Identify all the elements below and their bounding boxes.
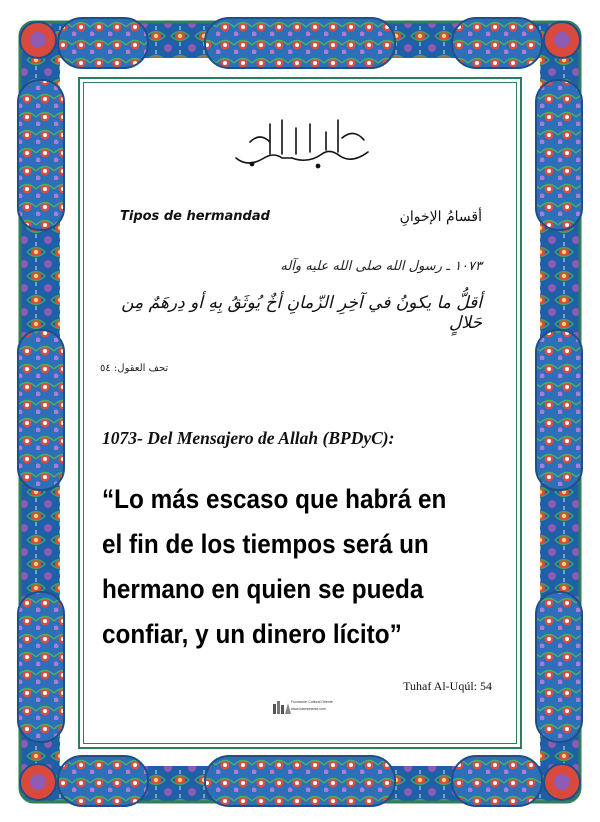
quote-spanish bbox=[102, 477, 462, 657]
title-spanish: Tipos de hermandad bbox=[120, 209, 270, 224]
source-spanish: Tuhaf Al-Uqúl: 54 bbox=[403, 679, 492, 693]
publisher-url: www.islamoriente.com bbox=[291, 707, 326, 711]
quote-line: el fin de los tiempos será un bbox=[102, 529, 429, 559]
text-panel bbox=[78, 77, 522, 749]
quote-line: hermano en quien se pueda bbox=[102, 574, 424, 604]
basmala-calligraphy bbox=[230, 114, 374, 172]
source-arabic: تحف العقول: ٥٤ bbox=[100, 363, 169, 374]
title-arabic: أقسامُ الإخوانِ bbox=[399, 209, 482, 225]
publisher-name: Fundación Cultural Oriente bbox=[291, 700, 333, 704]
narrator-arabic: ١٠٧٣ ـ رسول الله صلى الله عليه وآله bbox=[280, 259, 482, 274]
quote-line: confiar, y un dinero lícito” bbox=[102, 619, 402, 649]
hadith-arabic: أقلُّ ما يكونُ في آخِرِ الزّمانِ أخٌ يُوثَقُ بِهِ أو دِرهَمٌ مِن حَلالٍ bbox=[121, 293, 482, 333]
narrator-spanish: 1073- Del Mensajero de Allah (BPDyC): bbox=[102, 428, 395, 448]
quote-line: “Lo más escaso que habrá en bbox=[102, 484, 447, 514]
